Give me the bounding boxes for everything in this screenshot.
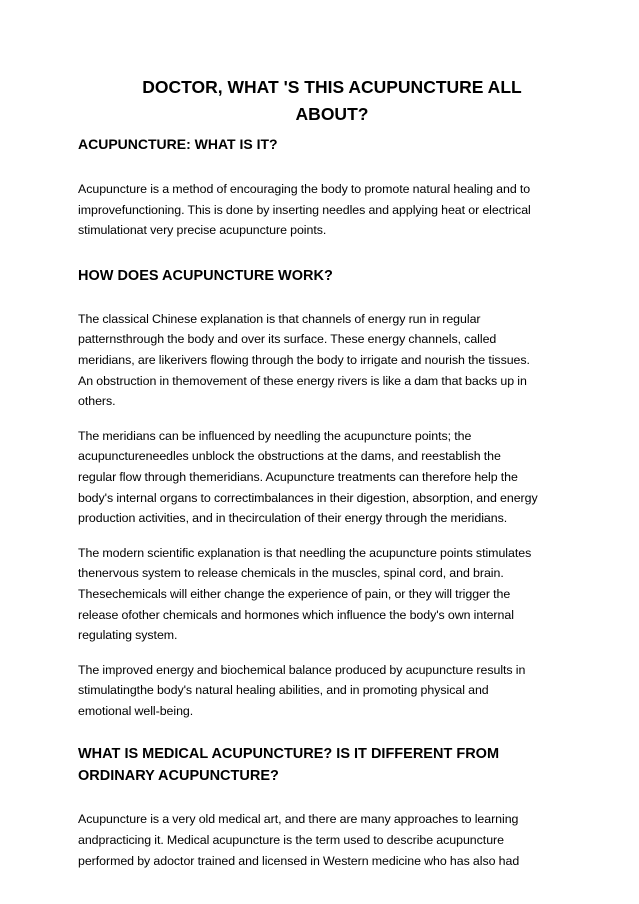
text-line: regulating system.	[78, 628, 178, 643]
text-line: Acupuncture is a very old medical art, and there are many approaches to learning	[78, 812, 519, 827]
section-heading-how-it-works: HOW DOES ACUPUNCTURE WORK?	[78, 267, 333, 284]
text-line: patternsthrough the body and over its surface. These energy channels, called	[78, 332, 497, 347]
text-line: acupunctureneedles unblock the obstructions at the dams, and reestablish the	[78, 449, 501, 464]
document-title	[78, 74, 568, 128]
text-line: The improved energy and biochemical balance produced by acupuncture results in	[78, 662, 526, 677]
document-page	[78, 74, 568, 871]
paragraph-improved-balance	[78, 660, 568, 722]
section-heading-medical-acupuncture	[78, 743, 568, 787]
heading-line: ORDINARY ACUPUNCTURE?	[78, 768, 279, 785]
paragraph-meridians	[78, 426, 568, 529]
text-line: The modern scientific explanation is that needling the acupuncture points stimulates	[78, 545, 532, 560]
text-line: Acupuncture is a method of encouraging the body to promote natural healing and to	[78, 182, 531, 196]
text-line: regular flow through themeridians. Acupuncture treatments can therefore help the	[78, 469, 518, 484]
text-line: emotional well-being.	[78, 703, 194, 718]
subtitle-heading: ACUPUNCTURE: WHAT IS IT?	[78, 136, 278, 152]
heading-line: WHAT IS MEDICAL ACUPUNCTURE? IS IT DIFFERENT FROM	[78, 746, 500, 763]
paragraph-medical-acupuncture	[78, 809, 568, 871]
text-line: An obstruction in themovement of these energy rivers is like a dam that backs up in	[78, 373, 527, 388]
text-line: Thesechemicals will either change the experience of pain, or they will trigger the	[78, 586, 511, 601]
text-line: The classical Chinese explanation is that channels of energy run in regular	[78, 311, 481, 326]
paragraph-classical-explanation	[78, 309, 568, 412]
text-line: performed by adoctor trained and licensed in Western medicine who has also had	[78, 853, 520, 868]
text-line: stimulatingthe body's natural healing abilities, and in promoting physical and	[78, 683, 489, 698]
text-line: body's internal organs to correctimbalances in their digestion, absorption, and energy	[78, 490, 538, 505]
text-line: meridians, are likerivers flowing through the body to irrigate and nourish the tissues.	[78, 352, 530, 367]
text-line: thenervous system to release chemicals in the muscles, spinal cord, and brain.	[78, 566, 504, 581]
title-line: DOCTOR, WHAT 'S THIS ACUPUNCTURE ALL	[142, 77, 522, 97]
text-line: andpracticing it. Medical acupuncture is the term used to describe acupuncture	[78, 833, 504, 848]
text-line: stimulationat very precise acupuncture points.	[78, 223, 327, 238]
text-line: others.	[78, 394, 116, 409]
text-line: improvefunctioning. This is done by inserting needles and applying heat or electrical	[78, 202, 531, 217]
intro-paragraph	[78, 179, 568, 241]
text-line: release ofother chemicals and hormones which influence the body's own internal	[78, 607, 514, 622]
paragraph-scientific-explanation	[78, 543, 568, 646]
title-line: ABOUT?	[295, 104, 369, 124]
text-line: The meridians can be influenced by needling the acupuncture points; the	[78, 428, 472, 443]
text-line: production activities, and in thecirculation of their energy through the meridians.	[78, 511, 508, 526]
